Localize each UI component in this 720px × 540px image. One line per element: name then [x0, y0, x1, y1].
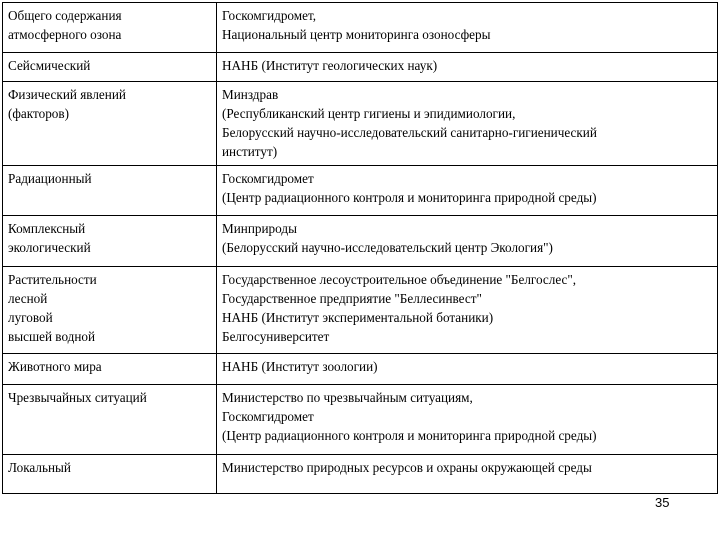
table-row [3, 3, 718, 53]
monitoring-type-cell: Комплексный экологический [3, 216, 217, 267]
monitoring-type-cell: Чрезвычайных ситуаций [3, 385, 217, 455]
monitoring-type-cell: Физический явлений (факторов) [3, 82, 217, 166]
responsible-agency-cell: Госкомгидромет, Национальный центр мониторинга озоносферы [217, 3, 718, 53]
monitoring-type-cell: Локальный [3, 455, 217, 494]
table-row [3, 385, 718, 455]
table-row [3, 53, 718, 82]
page-number: 35 [655, 495, 670, 510]
responsible-agency-cell: Минприроды (Белорусский научно-исследовательский центр Экология") [217, 216, 718, 267]
responsible-agency-cell: НАНБ (Институт зоологии) [217, 354, 718, 385]
monitoring-type-cell: Животного мира [3, 354, 217, 385]
table-row [3, 216, 718, 267]
table-row [3, 166, 718, 216]
monitoring-type-cell: Растительности лесной луговой высшей водной [3, 267, 217, 354]
monitoring-type-cell: Сейсмический [3, 53, 217, 82]
table-row [3, 354, 718, 385]
monitoring-type-cell: Радиационный [3, 166, 217, 216]
responsible-agency-cell: Государственное лесоустроительное объединение "Белгослес", Государственное предприятие "Беллесинвест" НАНБ (Институт экспериментальной ботаники) Белгосуниверситет [217, 267, 718, 354]
responsible-agency-cell: Госкомгидромет (Центр радиационного контроля и мониторинга природной среды) [217, 166, 718, 216]
responsible-agency-cell: Минздрав (Республиканский центр гигиены и эпидимиологии, Белорусский научно-исследовательский санитарно-гигиенический институт) [217, 82, 718, 166]
responsible-agency-cell: Министерство по чрезвычайным ситуациям, Госкомгидромет (Центр радиационного контроля и мониторинга природной среды) [217, 385, 718, 455]
table-row [3, 82, 718, 166]
table-row [3, 267, 718, 354]
responsible-agency-cell: Министерство природных ресурсов и охраны окружающей среды [217, 455, 718, 494]
monitoring-type-cell: Общего содержания атмосферного озона [3, 3, 217, 53]
monitoring-table [2, 2, 718, 494]
table-row [3, 455, 718, 494]
responsible-agency-cell: НАНБ (Институт геологических наук) [217, 53, 718, 82]
